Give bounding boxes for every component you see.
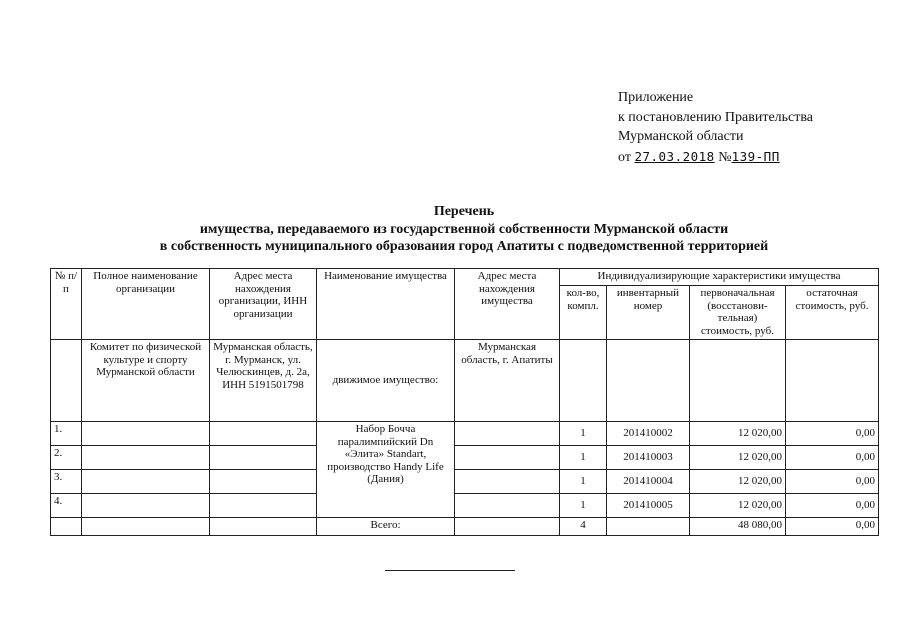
appendix-line-2: к постановлению Правительства <box>618 109 814 125</box>
table-row <box>51 470 879 494</box>
row-num: 3. <box>51 470 82 494</box>
row-initial-cost: 12 020,00 <box>690 422 786 446</box>
total-row <box>51 518 879 536</box>
empty-cell <box>607 518 690 536</box>
row-residual-cost: 0,00 <box>786 494 879 518</box>
table-row <box>51 494 879 518</box>
header-initial-cost: первоначальная (восстанови- тельная) стоимость, руб. <box>690 286 786 340</box>
header-inventory: инвентарный номер <box>607 286 690 340</box>
empty-cell <box>455 470 560 494</box>
asset-address: Мурманская область, г. Апатиты <box>455 340 560 422</box>
empty-cell <box>210 518 317 536</box>
empty-cell <box>560 340 607 422</box>
empty-cell <box>82 446 210 470</box>
row-inventory: 201410002 <box>607 422 690 446</box>
row-residual-cost: 0,00 <box>786 446 879 470</box>
empty-cell <box>210 470 317 494</box>
empty-cell <box>82 422 210 446</box>
row-num: 4. <box>51 494 82 518</box>
empty-cell <box>210 494 317 518</box>
header-org-name: Полное наименование организации <box>82 269 210 340</box>
title-line-1: Перечень <box>433 204 495 219</box>
empty-cell <box>607 340 690 422</box>
header-asset-name: Наименование имущества <box>317 269 455 340</box>
property-table <box>50 268 879 536</box>
row-initial-cost: 12 020,00 <box>690 494 786 518</box>
header-num: № п/п <box>51 269 82 340</box>
row-qty: 1 <box>560 422 607 446</box>
header-residual-cost: остаточная стоимость, руб. <box>786 286 879 340</box>
org-num-cell <box>51 340 82 422</box>
title-line-3: в собственность муниципального образования город Апатиты с подведомственной территорией <box>159 239 769 254</box>
empty-cell <box>82 518 210 536</box>
item-name: Набор Бочча паралимпийский Dn «Элита» Standart, производство Handy Life (Дания) <box>317 422 455 518</box>
closing-line <box>385 570 515 571</box>
row-qty: 1 <box>560 494 607 518</box>
row-num: 2. <box>51 446 82 470</box>
header-individual-characteristics: Индивидуализирующие характеристики имущества <box>560 269 879 286</box>
total-residual-cost: 0,00 <box>786 518 879 536</box>
appendix-prefix: от <box>618 149 631 165</box>
empty-cell <box>210 422 317 446</box>
appendix-line-3: Мурманской области <box>618 129 744 144</box>
empty-cell <box>455 446 560 470</box>
row-inventory: 201410005 <box>607 494 690 518</box>
row-residual-cost: 0,00 <box>786 422 879 446</box>
row-initial-cost: 12 020,00 <box>690 470 786 494</box>
empty-cell <box>455 422 560 446</box>
appendix-number: 139-ПП <box>731 148 780 164</box>
table-row <box>51 446 879 470</box>
total-qty: 4 <box>560 518 607 536</box>
org-row <box>51 340 879 422</box>
header-qty: кол-во, компл. <box>560 286 607 340</box>
row-inventory: 201410004 <box>607 470 690 494</box>
empty-cell <box>82 470 210 494</box>
row-num: 1. <box>51 422 82 446</box>
empty-cell <box>690 340 786 422</box>
title-line-2: имущества, передаваемого из государственной собственности Мурманской области <box>199 221 729 237</box>
empty-cell <box>455 494 560 518</box>
row-inventory: 201410003 <box>607 446 690 470</box>
empty-cell <box>210 446 317 470</box>
appendix-date: 27.03.2018 <box>634 148 715 164</box>
table-row <box>51 422 879 446</box>
document-title <box>50 203 878 256</box>
appendix-block <box>618 88 813 167</box>
row-qty: 1 <box>560 470 607 494</box>
appendix-date-line <box>618 147 813 168</box>
empty-cell <box>51 518 82 536</box>
appendix-number-prefix: № <box>718 149 732 165</box>
asset-type: движимое имущество: <box>317 340 455 422</box>
row-qty: 1 <box>560 446 607 470</box>
total-initial-cost: 48 080,00 <box>690 518 786 536</box>
total-label: Всего: <box>317 518 455 536</box>
appendix-line-1: Приложение <box>618 90 694 105</box>
row-residual-cost: 0,00 <box>786 470 879 494</box>
row-initial-cost: 12 020,00 <box>690 446 786 470</box>
header-asset-address: Адрес места нахождения имущества <box>455 269 560 340</box>
org-address: Мурманская область, г. Мурманск, ул. Челюскинцев, д. 2а, ИНН 5191501798 <box>210 340 317 422</box>
org-name: Комитет по физической культуре и спорту Мурманской области <box>82 340 210 422</box>
empty-cell <box>455 518 560 536</box>
header-org-address: Адрес места нахождения организации, ИНН организации <box>210 269 317 340</box>
empty-cell <box>786 340 879 422</box>
empty-cell <box>82 494 210 518</box>
